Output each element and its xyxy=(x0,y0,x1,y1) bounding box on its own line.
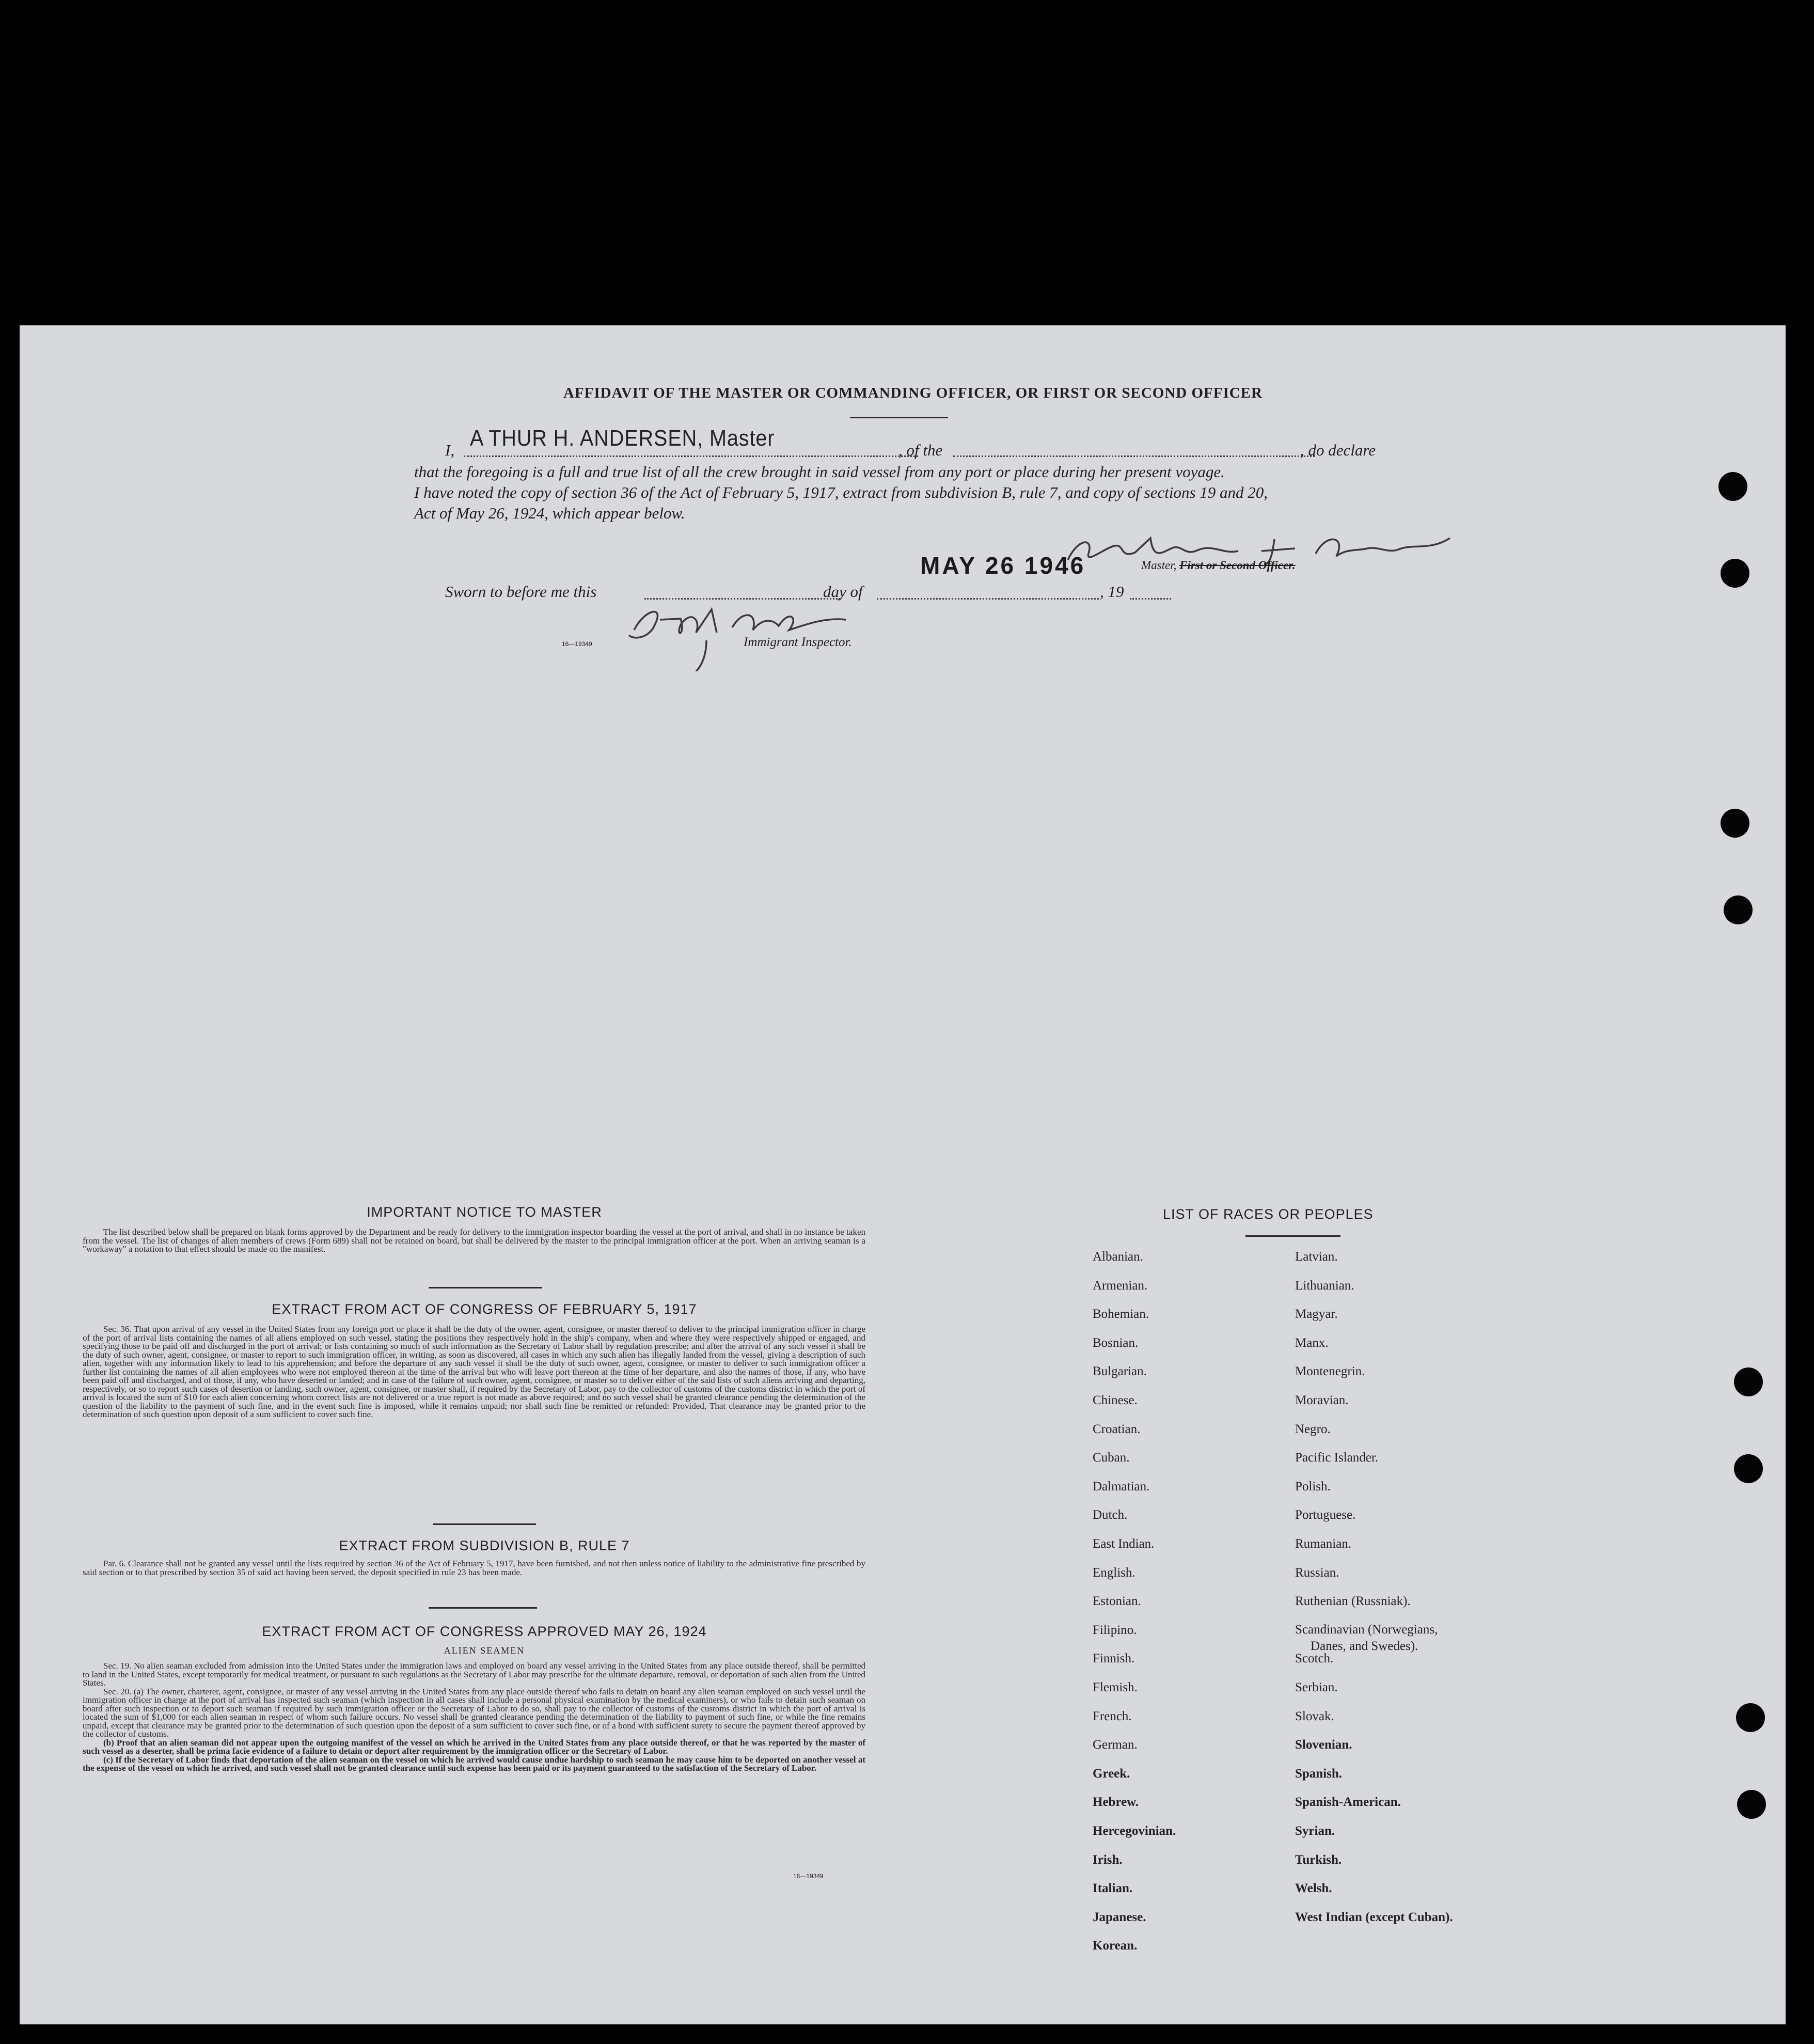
rule-7-title: EXTRACT FROM SUBDIVISION B, RULE 7 xyxy=(339,1538,630,1553)
race-item: Spanish-American. xyxy=(1295,1795,1401,1810)
act-1917-title: EXTRACT FROM ACT OF CONGRESS OF FEBRUARY 5, 1917 xyxy=(272,1301,697,1317)
master-name: A THUR H. ANDERSEN, Master xyxy=(470,426,775,451)
race-item: Hebrew. xyxy=(1093,1795,1139,1810)
race-item: Finnish. xyxy=(1093,1652,1135,1666)
section-20a: Sec. 20. (a) The owner, charterer, agent, consignee, or master of any vessel arriving in the United States from any place outside thereof who fails to detain on board any alien seaman employed on such vessel until the immigration officer in charge at the port of arrival has inspected such seaman (which inspection in all cases shall include a personal physical examination by the medical examiners), or who fails to detain such seaman on board after such inspection or to deport such seaman if required by such immigration officer or the Secretary of Labor to do so, shall pay to the collector of customs of the customs district in which the port of arrival is located the sum of $1,000 for each alien seaman in respect of whom such failure occurs. No vessel shall be granted clearance pending the determination of the liability to payment of such fine, or while the fine remains unpaid, except that clearance may be granted prior to the determination of such question upon the deposit of a sum sufficient to cover such fine, or of a bond with sufficient surety to secure the payment thereof approved by the collector of customs. xyxy=(83,1686,865,1739)
race-item: German. xyxy=(1093,1738,1138,1752)
race-item: West Indian (except Cuban). xyxy=(1295,1910,1453,1924)
race-item: Cuban. xyxy=(1093,1451,1130,1465)
rule-7-text xyxy=(83,1560,865,1577)
act-1924-subtitle: ALIEN SEAMEN xyxy=(444,1645,525,1656)
race-item: Estonian. xyxy=(1093,1594,1141,1609)
binder-hole xyxy=(1736,1703,1765,1732)
race-item: Turkish. xyxy=(1295,1852,1342,1867)
section-20c: (c) If the Secretary of Labor finds that deportation of the alien seaman on the vessel on which he arrived would cause undue hardship to such seaman he may cause him to be deported on another vessel at the expense of the vessel on which he arrived, and such vessel shall not be granted clearance until such expense has been paid or its payment guaranteed to the satisfaction of the Secretary of Labor. xyxy=(83,1754,865,1773)
race-item: Japanese. xyxy=(1093,1910,1146,1924)
document-page xyxy=(20,325,1786,2024)
race-item: Scotch. xyxy=(1295,1652,1334,1666)
race-item: French. xyxy=(1093,1709,1132,1723)
race-item: Lithuanian. xyxy=(1295,1278,1354,1293)
race-item: Welsh. xyxy=(1295,1881,1332,1896)
binder-hole xyxy=(1734,1454,1763,1483)
race-item: Bosnian. xyxy=(1093,1335,1139,1350)
affidavit-form-number: 16—19349 xyxy=(562,640,592,648)
race-item: Portuguese. xyxy=(1295,1508,1356,1522)
notice-form-number: 16—19349 xyxy=(793,1873,824,1880)
act-1917-divider xyxy=(433,1523,536,1525)
act-1917-paragraph: Sec. 36. That upon arrival of any vessel in the United States from any foreign port or place it shall be the duty of the owner, agent, consignee, or master thereof to deliver to the principal immigration officer in charge of the port of arrival lists containing the names of all aliens employed on such vessel, stating the positions they respectively hold in the ship's company, when and where they were respectively shipped or engaged, and specifying those to be paid off and discharged in the port of arrival; or lists containing so much of such information as the Secretary of Labor shall by regulation prescribe; and after the arrival of any such vessel it shall be the duty of such owner, agent, consignee, or master to report to such immigration officer, in writing, as soon as discovered, all cases in which any such alien has illegally landed from the vessel, giving a description of such alien, together with any information likely to lead to his apprehension; and before the departure of any such vessel it shall be the duty of such owner, agent, consignee, or master to deliver to such immigration officer a further list containing the names of all alien employees who were not employed thereon at the time of the arrival but who will leave port thereon at the time of her departure, and also the names of those, if any, who have been paid off and discharged, and of those, if any, who have deserted or landed; and in case of the failure of such owner, agent, consignee, or master so to deliver either of the said lists of such aliens arriving and departing, respectively, or so to report such cases of desertion or landing, such owner, agent, consignee, or master shall, if required by the Secretary of Labor, pay to the collector of customs of the customs district in which the port of arrival is located the sum of $10 for each alien concerning whom correct lists are not delivered or a true report is not made as above required; and no such vessel shall be granted clearance pending the determination of the question of the liability to the payment of such fine, and in the event such fine is imposed, while it remains unpaid; nor shall such fine be remitted or refunded: Provided, That clearance may be granted prior to the determination of such question upon deposit of a sum sufficient to cover such fine. xyxy=(83,1324,865,1419)
race-item: Bulgarian. xyxy=(1093,1364,1147,1379)
section-19: Sec. 19. No alien seaman excluded from admission into the United States under the immigration laws and employed on board any vessel arriving in the United States from any place outside thereof, shall be permitted to land in the United States, except temporarily for medical treatment, or pursuant to such regulations as the Secretary of Labor may prescribe for the ultimate departure, removal, or deportation of such alien from the United States. xyxy=(83,1661,865,1688)
race-item: English. xyxy=(1093,1565,1135,1580)
affidavit-body-line-3: Act of May 26, 1924, which appear below. xyxy=(414,504,685,522)
notice-title: IMPORTANT NOTICE TO MASTER xyxy=(367,1204,602,1220)
binder-hole xyxy=(1724,895,1753,924)
inspector-signature xyxy=(603,589,882,671)
binder-hole xyxy=(1734,1367,1763,1396)
race-item: Rumanian. xyxy=(1295,1537,1352,1551)
race-item: Magyar. xyxy=(1295,1307,1338,1322)
declarant-name-line xyxy=(464,455,918,457)
master-caption-text: Master, xyxy=(1141,559,1177,572)
race-item: Serbian. xyxy=(1295,1680,1338,1694)
race-item: Polish. xyxy=(1295,1479,1331,1493)
race-item: Irish. xyxy=(1093,1852,1123,1867)
section-20b: (b) Proof that an alien seaman did not appear upon the outgoing manifest of the vessel on which he arrived in the United States from any place outside thereof, or that he was reported by the master of such vessel as a deserter, shall be prima facie evidence of a failure to detain or deport after requirement by the immigration officer or the Secretary of Labor. xyxy=(83,1737,865,1756)
struck-officer-caption: First or Second Officer. xyxy=(1179,559,1296,572)
binder-hole xyxy=(1721,559,1749,588)
race-item: Montenegrin. xyxy=(1295,1364,1365,1379)
notice-paragraph: The list described below shall be prepared on blank forms approved by the Department and be ready for delivery to the immigration inspector boarding the vessel at the port of arrival, and shall in no instance be taken from the vessel. The list of changes of alien members of crews (Form 689) shall not be retained on board, but shall be delivered by the master to the principal immigration officer at the port. When an arriving seaman is a "workaway" a notation to that effect should be made on the manifest. xyxy=(83,1227,865,1254)
binder-hole xyxy=(1737,1790,1766,1819)
notice-text xyxy=(83,1228,865,1254)
races-title: LIST OF RACES OR PEOPLES xyxy=(1163,1206,1374,1222)
races-title-rule xyxy=(1245,1235,1340,1237)
affidavit-body-line-1: that the foregoing is a full and true list of all the crew brought in said vessel from any port or place during her present voyage. xyxy=(414,463,1225,481)
race-item: Slovak. xyxy=(1295,1709,1334,1723)
inspector-caption: Immigrant Inspector. xyxy=(744,635,852,649)
race-item: Spanish. xyxy=(1295,1766,1343,1781)
race-item: Albanian. xyxy=(1093,1250,1143,1264)
declarant-prefix: I, xyxy=(445,441,455,459)
race-item: Slovenian. xyxy=(1295,1738,1352,1752)
race-item: Negro. xyxy=(1295,1422,1331,1436)
race-item: Dalmatian. xyxy=(1093,1479,1150,1493)
race-item: Dutch. xyxy=(1093,1508,1128,1522)
title-rule xyxy=(850,417,948,418)
race-item: Filipino. xyxy=(1093,1623,1137,1637)
race-item: East Indian. xyxy=(1093,1537,1155,1551)
act-1924-title: EXTRACT FROM ACT OF CONGRESS APPROVED MAY 26, 1924 xyxy=(262,1624,707,1639)
affidavit-body-line-2: I have noted the copy of section 36 of the Act of February 5, 1917, extract from subdivision B, rule 7, and copy of sections 19 and 20, xyxy=(414,483,1268,501)
binder-hole xyxy=(1718,472,1747,501)
race-item: Danes, and Swedes). xyxy=(1311,1639,1418,1653)
race-item: Korean. xyxy=(1093,1939,1138,1953)
vessel-name-line xyxy=(953,455,1315,457)
race-item: Moravian. xyxy=(1295,1393,1349,1407)
act-1917-text xyxy=(83,1325,865,1419)
of-the-label: , of the xyxy=(898,441,943,459)
race-item: Bohemian. xyxy=(1093,1307,1149,1322)
race-item: Hercegovinian. xyxy=(1093,1824,1176,1838)
race-item: Italian. xyxy=(1093,1881,1133,1896)
act-1924-text xyxy=(83,1662,865,1773)
race-item: Croatian. xyxy=(1093,1422,1141,1436)
do-declare-label: , do declare xyxy=(1300,441,1376,459)
sworn-prefix: Sworn to before me this xyxy=(445,583,597,601)
sworn-day-label: day of xyxy=(823,583,863,601)
date-stamp: MAY 26 1946 xyxy=(920,552,1086,579)
race-item: Latvian. xyxy=(1295,1250,1338,1264)
race-item: Flemish. xyxy=(1093,1680,1138,1694)
race-item: Russian. xyxy=(1295,1565,1339,1580)
rule-7-divider xyxy=(429,1607,537,1609)
sworn-year-line xyxy=(1130,598,1171,600)
binder-hole xyxy=(1721,809,1749,838)
race-item: Greek. xyxy=(1093,1766,1130,1781)
race-item: Ruthenian (Russniak). xyxy=(1295,1594,1411,1609)
race-item: Armenian. xyxy=(1093,1278,1148,1293)
rule-7-paragraph: Par. 6. Clearance shall not be granted any vessel until the lists required by section 36 of the Act of February 5, 1917, have been furnished, and not then unless notice of liability to the administrative fine prescribed by said section or to that prescribed by section 35 of said act having been served, the deposit specified in rule 23 has been made. xyxy=(83,1559,865,1577)
race-item: Chinese. xyxy=(1093,1393,1138,1407)
sworn-month-line xyxy=(877,598,1099,600)
race-item: Manx. xyxy=(1295,1335,1329,1350)
notice-divider xyxy=(429,1287,542,1288)
master-caption xyxy=(1141,559,1296,572)
race-item: Pacific Islander. xyxy=(1295,1451,1379,1465)
sworn-year-label: , 19 xyxy=(1100,583,1124,601)
affidavit-title: AFFIDAVIT OF THE MASTER OR COMMANDING OFFICER, OR FIRST OR SECOND OFFICER xyxy=(563,385,1263,401)
race-item: Syrian. xyxy=(1295,1824,1335,1838)
race-item: Scandinavian (Norwegians, xyxy=(1295,1622,1438,1637)
